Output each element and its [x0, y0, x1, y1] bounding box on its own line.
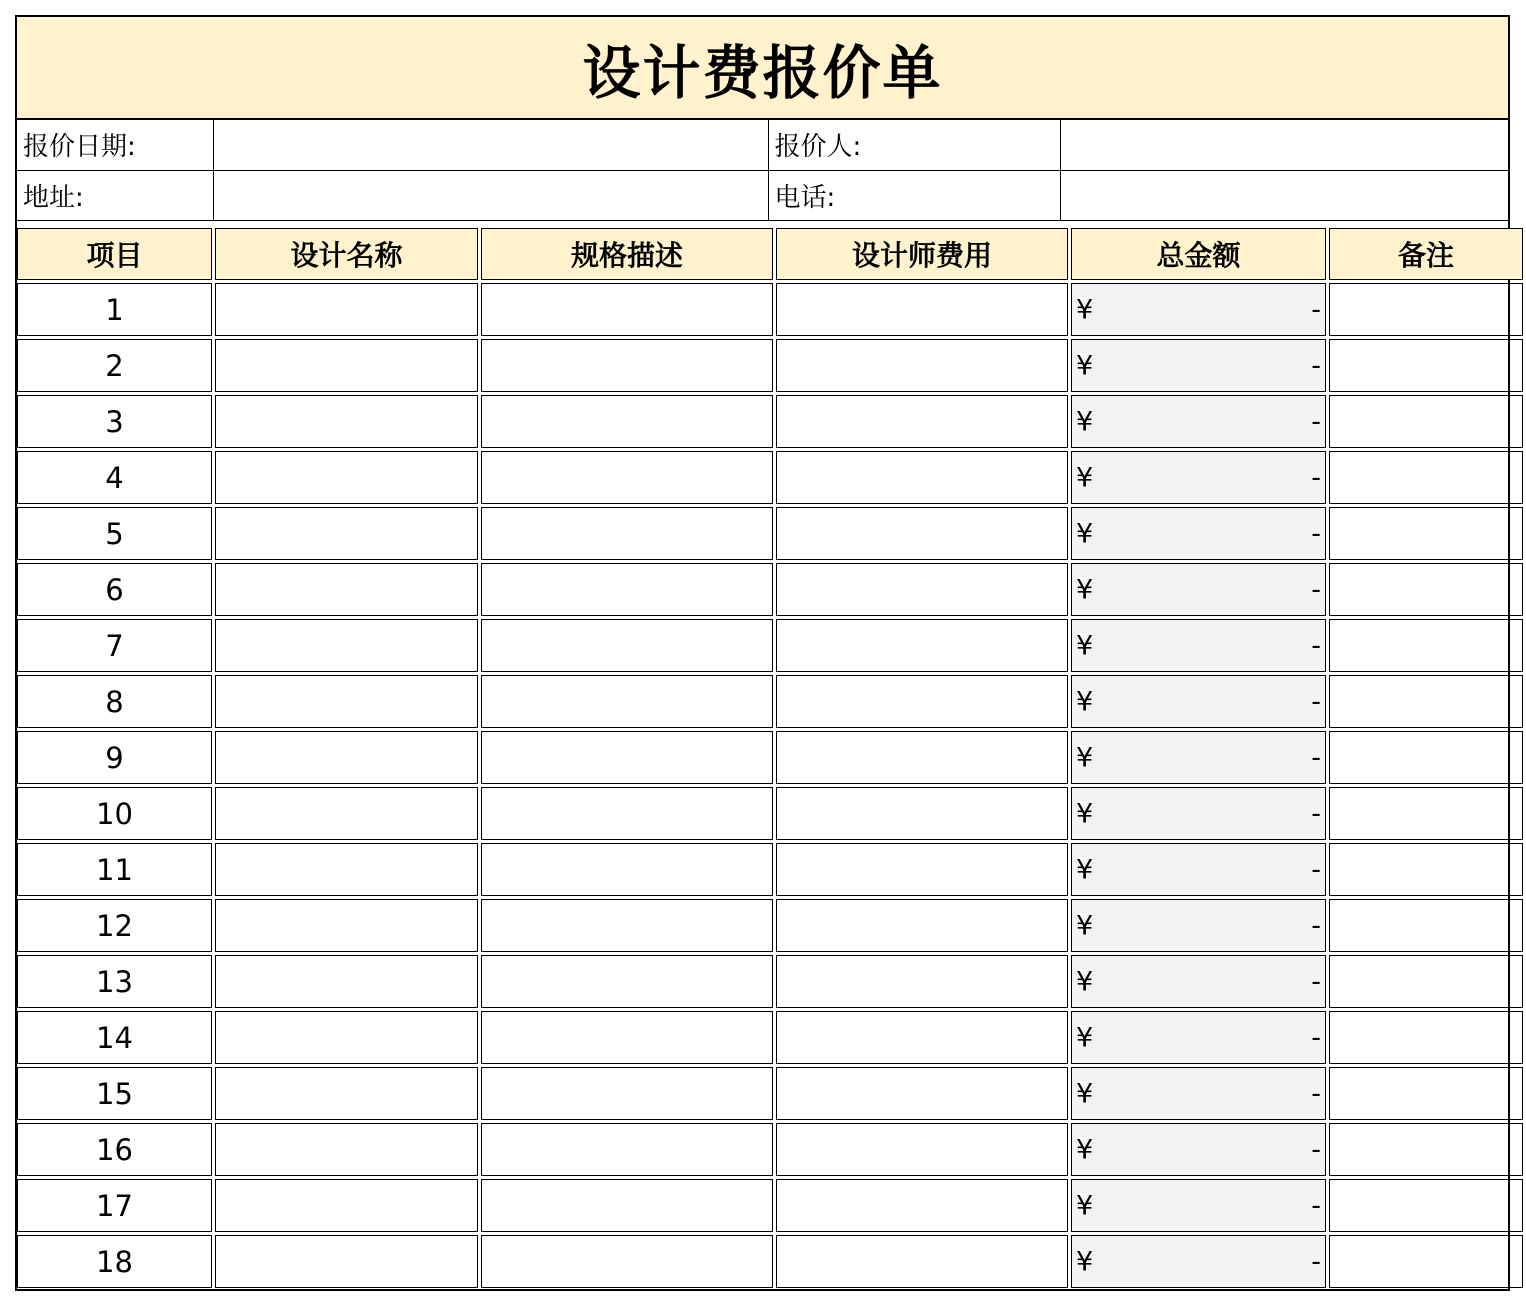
currency-symbol: ¥ [1076, 966, 1094, 997]
spec-cell[interactable] [481, 955, 773, 1008]
designer-fee-cell[interactable] [776, 731, 1068, 784]
total-amount-cell [1071, 1067, 1326, 1120]
design-name-cell[interactable] [215, 675, 478, 728]
amount-value: - [1311, 574, 1321, 605]
design-name-cell[interactable] [215, 395, 478, 448]
item-number-cell: 12 [17, 899, 212, 952]
designer-fee-cell[interactable] [776, 955, 1068, 1008]
total-amount-cell [1071, 395, 1326, 448]
page-title: 设计费报价单 [582, 38, 943, 107]
total-amount-cell [1071, 1179, 1326, 1232]
designer-fee-cell[interactable] [776, 1067, 1068, 1120]
amount-value: - [1311, 686, 1321, 717]
amount-value: - [1311, 854, 1321, 885]
design-name-cell[interactable] [215, 899, 478, 952]
amount-value: - [1311, 910, 1321, 941]
spec-cell[interactable] [481, 899, 773, 952]
remarks-cell[interactable] [1329, 1179, 1523, 1232]
spec-cell[interactable] [481, 1235, 773, 1288]
header-spec: 规格描述 [481, 228, 773, 280]
spec-cell[interactable] [481, 731, 773, 784]
item-number-cell: 15 [17, 1067, 212, 1120]
remarks-cell[interactable] [1329, 395, 1523, 448]
amount-value: - [1311, 1078, 1321, 1109]
total-amount-cell [1071, 563, 1326, 616]
designer-fee-cell[interactable] [776, 619, 1068, 672]
table-row [17, 563, 1523, 616]
header-item: 项目 [17, 228, 212, 280]
item-number-cell: 1 [17, 283, 212, 336]
designer-fee-cell[interactable] [776, 1011, 1068, 1064]
item-number-cell: 6 [17, 563, 212, 616]
info-table [17, 120, 1508, 221]
design-name-cell[interactable] [215, 1011, 478, 1064]
design-name-cell[interactable] [215, 563, 478, 616]
table-row [17, 675, 1523, 728]
total-amount-cell [1071, 339, 1326, 392]
design-name-cell[interactable] [215, 1067, 478, 1120]
designer-fee-cell[interactable] [776, 283, 1068, 336]
remarks-cell[interactable] [1329, 899, 1523, 952]
currency-symbol: ¥ [1076, 1246, 1094, 1277]
item-number-cell: 7 [17, 619, 212, 672]
total-amount-cell [1071, 899, 1326, 952]
total-amount-cell [1071, 283, 1326, 336]
total-amount-cell [1071, 1123, 1326, 1176]
table-row [17, 1179, 1523, 1232]
table-row [17, 395, 1523, 448]
design-name-cell[interactable] [215, 1179, 478, 1232]
spec-cell[interactable] [481, 507, 773, 560]
quote-date-field[interactable] [213, 120, 768, 170]
table-row [17, 507, 1523, 560]
item-number-cell: 18 [17, 1235, 212, 1288]
remarks-cell[interactable] [1329, 787, 1523, 840]
item-number-cell: 14 [17, 1011, 212, 1064]
item-number-cell: 8 [17, 675, 212, 728]
items-table [14, 225, 1526, 1291]
total-amount-cell [1071, 787, 1326, 840]
amount-value: - [1311, 966, 1321, 997]
item-number-cell: 4 [17, 451, 212, 504]
currency-symbol: ¥ [1076, 910, 1094, 941]
remarks-cell[interactable] [1329, 563, 1523, 616]
currency-symbol: ¥ [1076, 350, 1094, 381]
title-bar [17, 17, 1508, 120]
remarks-cell[interactable] [1329, 1011, 1523, 1064]
amount-value: - [1311, 1246, 1321, 1277]
currency-symbol: ¥ [1076, 462, 1094, 493]
design-name-cell[interactable] [215, 843, 478, 896]
currency-symbol: ¥ [1076, 1022, 1094, 1053]
table-row [17, 1067, 1523, 1120]
remarks-cell[interactable] [1329, 843, 1523, 896]
table-row [17, 955, 1523, 1008]
amount-value: - [1311, 798, 1321, 829]
currency-symbol: ¥ [1076, 1134, 1094, 1165]
currency-symbol: ¥ [1076, 574, 1094, 605]
table-body [17, 283, 1523, 1288]
design-name-cell[interactable] [215, 731, 478, 784]
designer-fee-cell[interactable] [776, 395, 1068, 448]
amount-value: - [1311, 1022, 1321, 1053]
table-row [17, 843, 1523, 896]
item-number-cell: 3 [17, 395, 212, 448]
info-row [17, 120, 1508, 170]
design-name-cell[interactable] [215, 955, 478, 1008]
amount-value: - [1311, 406, 1321, 437]
total-amount-cell [1071, 675, 1326, 728]
design-name-cell[interactable] [215, 787, 478, 840]
currency-symbol: ¥ [1076, 798, 1094, 829]
designer-fee-cell[interactable] [776, 1179, 1068, 1232]
amount-value: - [1311, 1134, 1321, 1165]
design-name-cell[interactable] [215, 339, 478, 392]
table-row [17, 731, 1523, 784]
designer-fee-cell[interactable] [776, 507, 1068, 560]
remarks-cell[interactable] [1329, 731, 1523, 784]
item-number-cell: 5 [17, 507, 212, 560]
table-row [17, 787, 1523, 840]
item-number-cell: 2 [17, 339, 212, 392]
remarks-cell[interactable] [1329, 507, 1523, 560]
currency-symbol: ¥ [1076, 1078, 1094, 1109]
design-name-cell[interactable] [215, 1235, 478, 1288]
quoter-field[interactable] [1060, 120, 1508, 170]
total-amount-cell [1071, 1235, 1326, 1288]
designer-fee-cell[interactable] [776, 675, 1068, 728]
item-number-cell: 11 [17, 843, 212, 896]
header-remarks: 备注 [1329, 228, 1523, 280]
table-row [17, 899, 1523, 952]
amount-value: - [1311, 742, 1321, 773]
amount-value: - [1311, 1190, 1321, 1221]
total-amount-cell [1071, 507, 1326, 560]
designer-fee-cell[interactable] [776, 1235, 1068, 1288]
quoter-label: 报价人: [768, 120, 1060, 170]
header-row [17, 228, 1523, 280]
spec-cell[interactable] [481, 787, 773, 840]
total-amount-cell [1071, 843, 1326, 896]
spec-cell[interactable] [481, 1179, 773, 1232]
header-total: 总金额 [1071, 228, 1326, 280]
spec-cell[interactable] [481, 1123, 773, 1176]
table-row [17, 283, 1523, 336]
spec-cell[interactable] [481, 395, 773, 448]
total-amount-cell [1071, 731, 1326, 784]
amount-value: - [1311, 294, 1321, 325]
designer-fee-cell[interactable] [776, 787, 1068, 840]
currency-symbol: ¥ [1076, 518, 1094, 549]
table-row [17, 339, 1523, 392]
remarks-cell[interactable] [1329, 1067, 1523, 1120]
item-number-cell: 16 [17, 1123, 212, 1176]
currency-symbol: ¥ [1076, 854, 1094, 885]
designer-fee-cell[interactable] [776, 339, 1068, 392]
designer-fee-cell[interactable] [776, 843, 1068, 896]
item-number-cell: 10 [17, 787, 212, 840]
currency-symbol: ¥ [1076, 1190, 1094, 1221]
table-row [17, 1011, 1523, 1064]
spec-cell[interactable] [481, 563, 773, 616]
remarks-cell[interactable] [1329, 283, 1523, 336]
designer-fee-cell[interactable] [776, 1123, 1068, 1176]
table-row [17, 1123, 1523, 1176]
item-number-cell: 13 [17, 955, 212, 1008]
amount-value: - [1311, 462, 1321, 493]
currency-symbol: ¥ [1076, 294, 1094, 325]
header-design-name: 设计名称 [215, 228, 478, 280]
item-number-cell: 9 [17, 731, 212, 784]
amount-value: - [1311, 350, 1321, 381]
amount-value: - [1311, 518, 1321, 549]
design-name-cell[interactable] [215, 283, 478, 336]
phone-field[interactable] [1060, 170, 1508, 220]
phone-label: 电话: [768, 170, 1060, 220]
remarks-cell[interactable] [1329, 619, 1523, 672]
design-name-cell[interactable] [215, 1123, 478, 1176]
designer-fee-cell[interactable] [776, 563, 1068, 616]
total-amount-cell [1071, 1011, 1326, 1064]
header-designer-fee: 设计师费用 [776, 228, 1068, 280]
info-row [17, 170, 1508, 220]
currency-symbol: ¥ [1076, 686, 1094, 717]
spec-cell[interactable] [481, 339, 773, 392]
address-label: 地址: [17, 170, 213, 220]
design-name-cell[interactable] [215, 507, 478, 560]
item-number-cell: 17 [17, 1179, 212, 1232]
quote-sheet [15, 15, 1510, 1291]
spec-cell[interactable] [481, 283, 773, 336]
currency-symbol: ¥ [1076, 630, 1094, 661]
design-name-cell[interactable] [215, 451, 478, 504]
amount-value: - [1311, 630, 1321, 661]
spec-cell[interactable] [481, 675, 773, 728]
spec-cell[interactable] [481, 1011, 773, 1064]
currency-symbol: ¥ [1076, 406, 1094, 437]
total-amount-cell [1071, 619, 1326, 672]
designer-fee-cell[interactable] [776, 451, 1068, 504]
total-amount-cell [1071, 451, 1326, 504]
table-row [17, 451, 1523, 504]
quote-date-label: 报价日期: [17, 120, 213, 170]
remarks-cell[interactable] [1329, 1235, 1523, 1288]
designer-fee-cell[interactable] [776, 899, 1068, 952]
design-name-cell[interactable] [215, 619, 478, 672]
table-row [17, 619, 1523, 672]
remarks-cell[interactable] [1329, 1123, 1523, 1176]
remarks-cell[interactable] [1329, 451, 1523, 504]
remarks-cell[interactable] [1329, 339, 1523, 392]
spec-cell[interactable] [481, 843, 773, 896]
address-field[interactable] [213, 170, 768, 220]
currency-symbol: ¥ [1076, 742, 1094, 773]
remarks-cell[interactable] [1329, 955, 1523, 1008]
total-amount-cell [1071, 955, 1326, 1008]
spec-cell[interactable] [481, 451, 773, 504]
spec-cell[interactable] [481, 1067, 773, 1120]
remarks-cell[interactable] [1329, 675, 1523, 728]
spec-cell[interactable] [481, 619, 773, 672]
table-row [17, 1235, 1523, 1288]
